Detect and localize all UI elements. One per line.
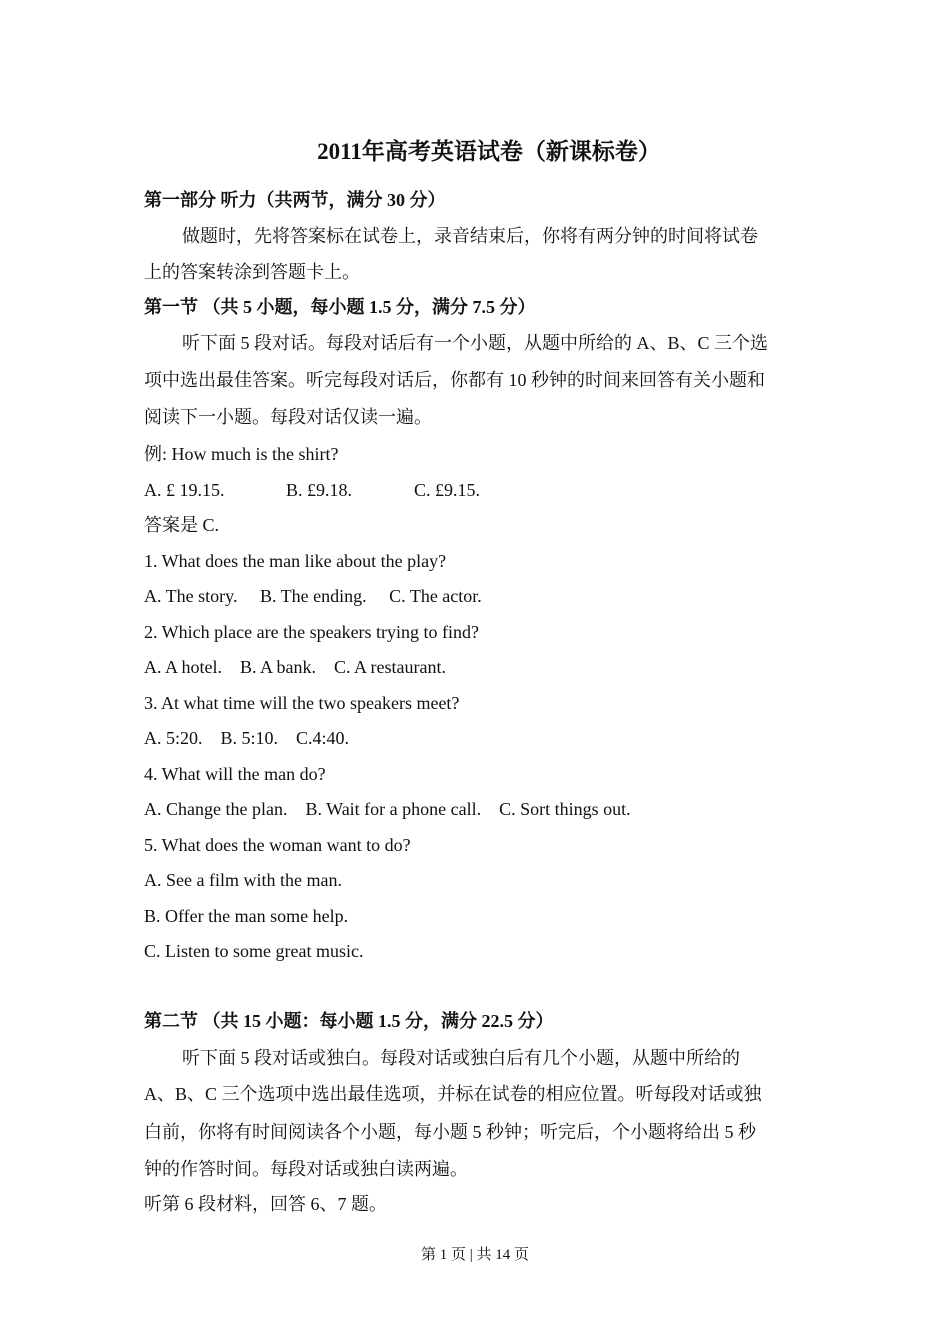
section1-instr-line1: 听下面 5 段对话。每段对话后有一个小题，从题中所给的 A、B、C 三个选 bbox=[182, 333, 769, 353]
part1-intro-line2: 上的答案转涂到答题卡上。 bbox=[144, 262, 360, 282]
question-5-option-a: A. See a film with the man. bbox=[144, 870, 342, 890]
section1-instr-line3: 阅读下一小题。每段对话仅读一遍。 bbox=[144, 407, 432, 427]
question-3-options: A. 5:20. B. 5:10. C.4:40. bbox=[144, 728, 350, 748]
page-footer: 第 1 页 | 共 14 页 bbox=[420, 1247, 529, 1263]
question-5-option-c: C. Listen to some great music. bbox=[144, 941, 364, 961]
question-2: 2. Which place are the speakers trying to find? bbox=[144, 622, 480, 642]
part1-heading: 第一部分 听力（共两节，满分 30 分） bbox=[144, 190, 446, 210]
section2-instr-line3: 白前，你将有时间阅读各个小题，每小题 5 秒钟；听完后，个小题将给出 5 秒 bbox=[144, 1122, 756, 1142]
section2-heading: 第二节 （共 15 小题：每小题 1.5 分，满分 22.5 分） bbox=[144, 1011, 554, 1031]
page-title: 2011年高考英语试卷（新课标卷） bbox=[317, 139, 661, 164]
question-5-option-b: B. Offer the man some help. bbox=[144, 906, 349, 926]
section1-instr-line2: 项中选出最佳答案。听完每段对话后，你都有 10 秒钟的时间来回答有关小题和 bbox=[144, 370, 765, 390]
section2-instr-line1: 听下面 5 段对话或独白。每段对话或独白后有几个小题，从题中所给的 bbox=[182, 1048, 740, 1068]
section2-instr-line4: 钟的作答时间。每段对话或独白读两遍。 bbox=[144, 1159, 468, 1179]
question-3: 3. At what time will the two speakers meet? bbox=[144, 693, 460, 713]
example-options bbox=[144, 477, 480, 503]
example-option-b: B. £9.18. bbox=[286, 480, 353, 500]
section1-heading: 第一节 （共 5 小题，每小题 1.5 分，满分 7.5 分） bbox=[144, 297, 536, 317]
part1-intro-line1: 做题时，先将答案标在试卷上，录音结束后，你将有两分钟的时间将试卷 bbox=[182, 226, 758, 246]
material-line: 听第 6 段材料，回答 6、7 题。 bbox=[144, 1194, 387, 1214]
question-1: 1. What does the man like about the play? bbox=[144, 551, 447, 571]
question-5: 5. What does the woman want to do? bbox=[144, 835, 411, 855]
question-4: 4. What will the man do? bbox=[144, 764, 326, 784]
section2-instr-line2: A、B、C 三个选项中选出最佳选项，并标在试卷的相应位置。听每段对话或独 bbox=[144, 1084, 762, 1104]
example-option-c: C. £9.15. bbox=[414, 480, 481, 500]
example-question: 例: How much is the shirt? bbox=[144, 444, 339, 464]
question-1-options: A. The story. B. The ending. C. The actor. bbox=[144, 586, 482, 606]
question-4-options: A. Change the plan. B. Wait for a phone call. C. Sort things out. bbox=[144, 799, 631, 819]
example-option-a: A. £ 19.15. bbox=[144, 480, 225, 500]
example-answer: 答案是 C. bbox=[144, 515, 220, 535]
question-2-options: A. A hotel. B. A bank. C. A restaurant. bbox=[144, 657, 446, 677]
